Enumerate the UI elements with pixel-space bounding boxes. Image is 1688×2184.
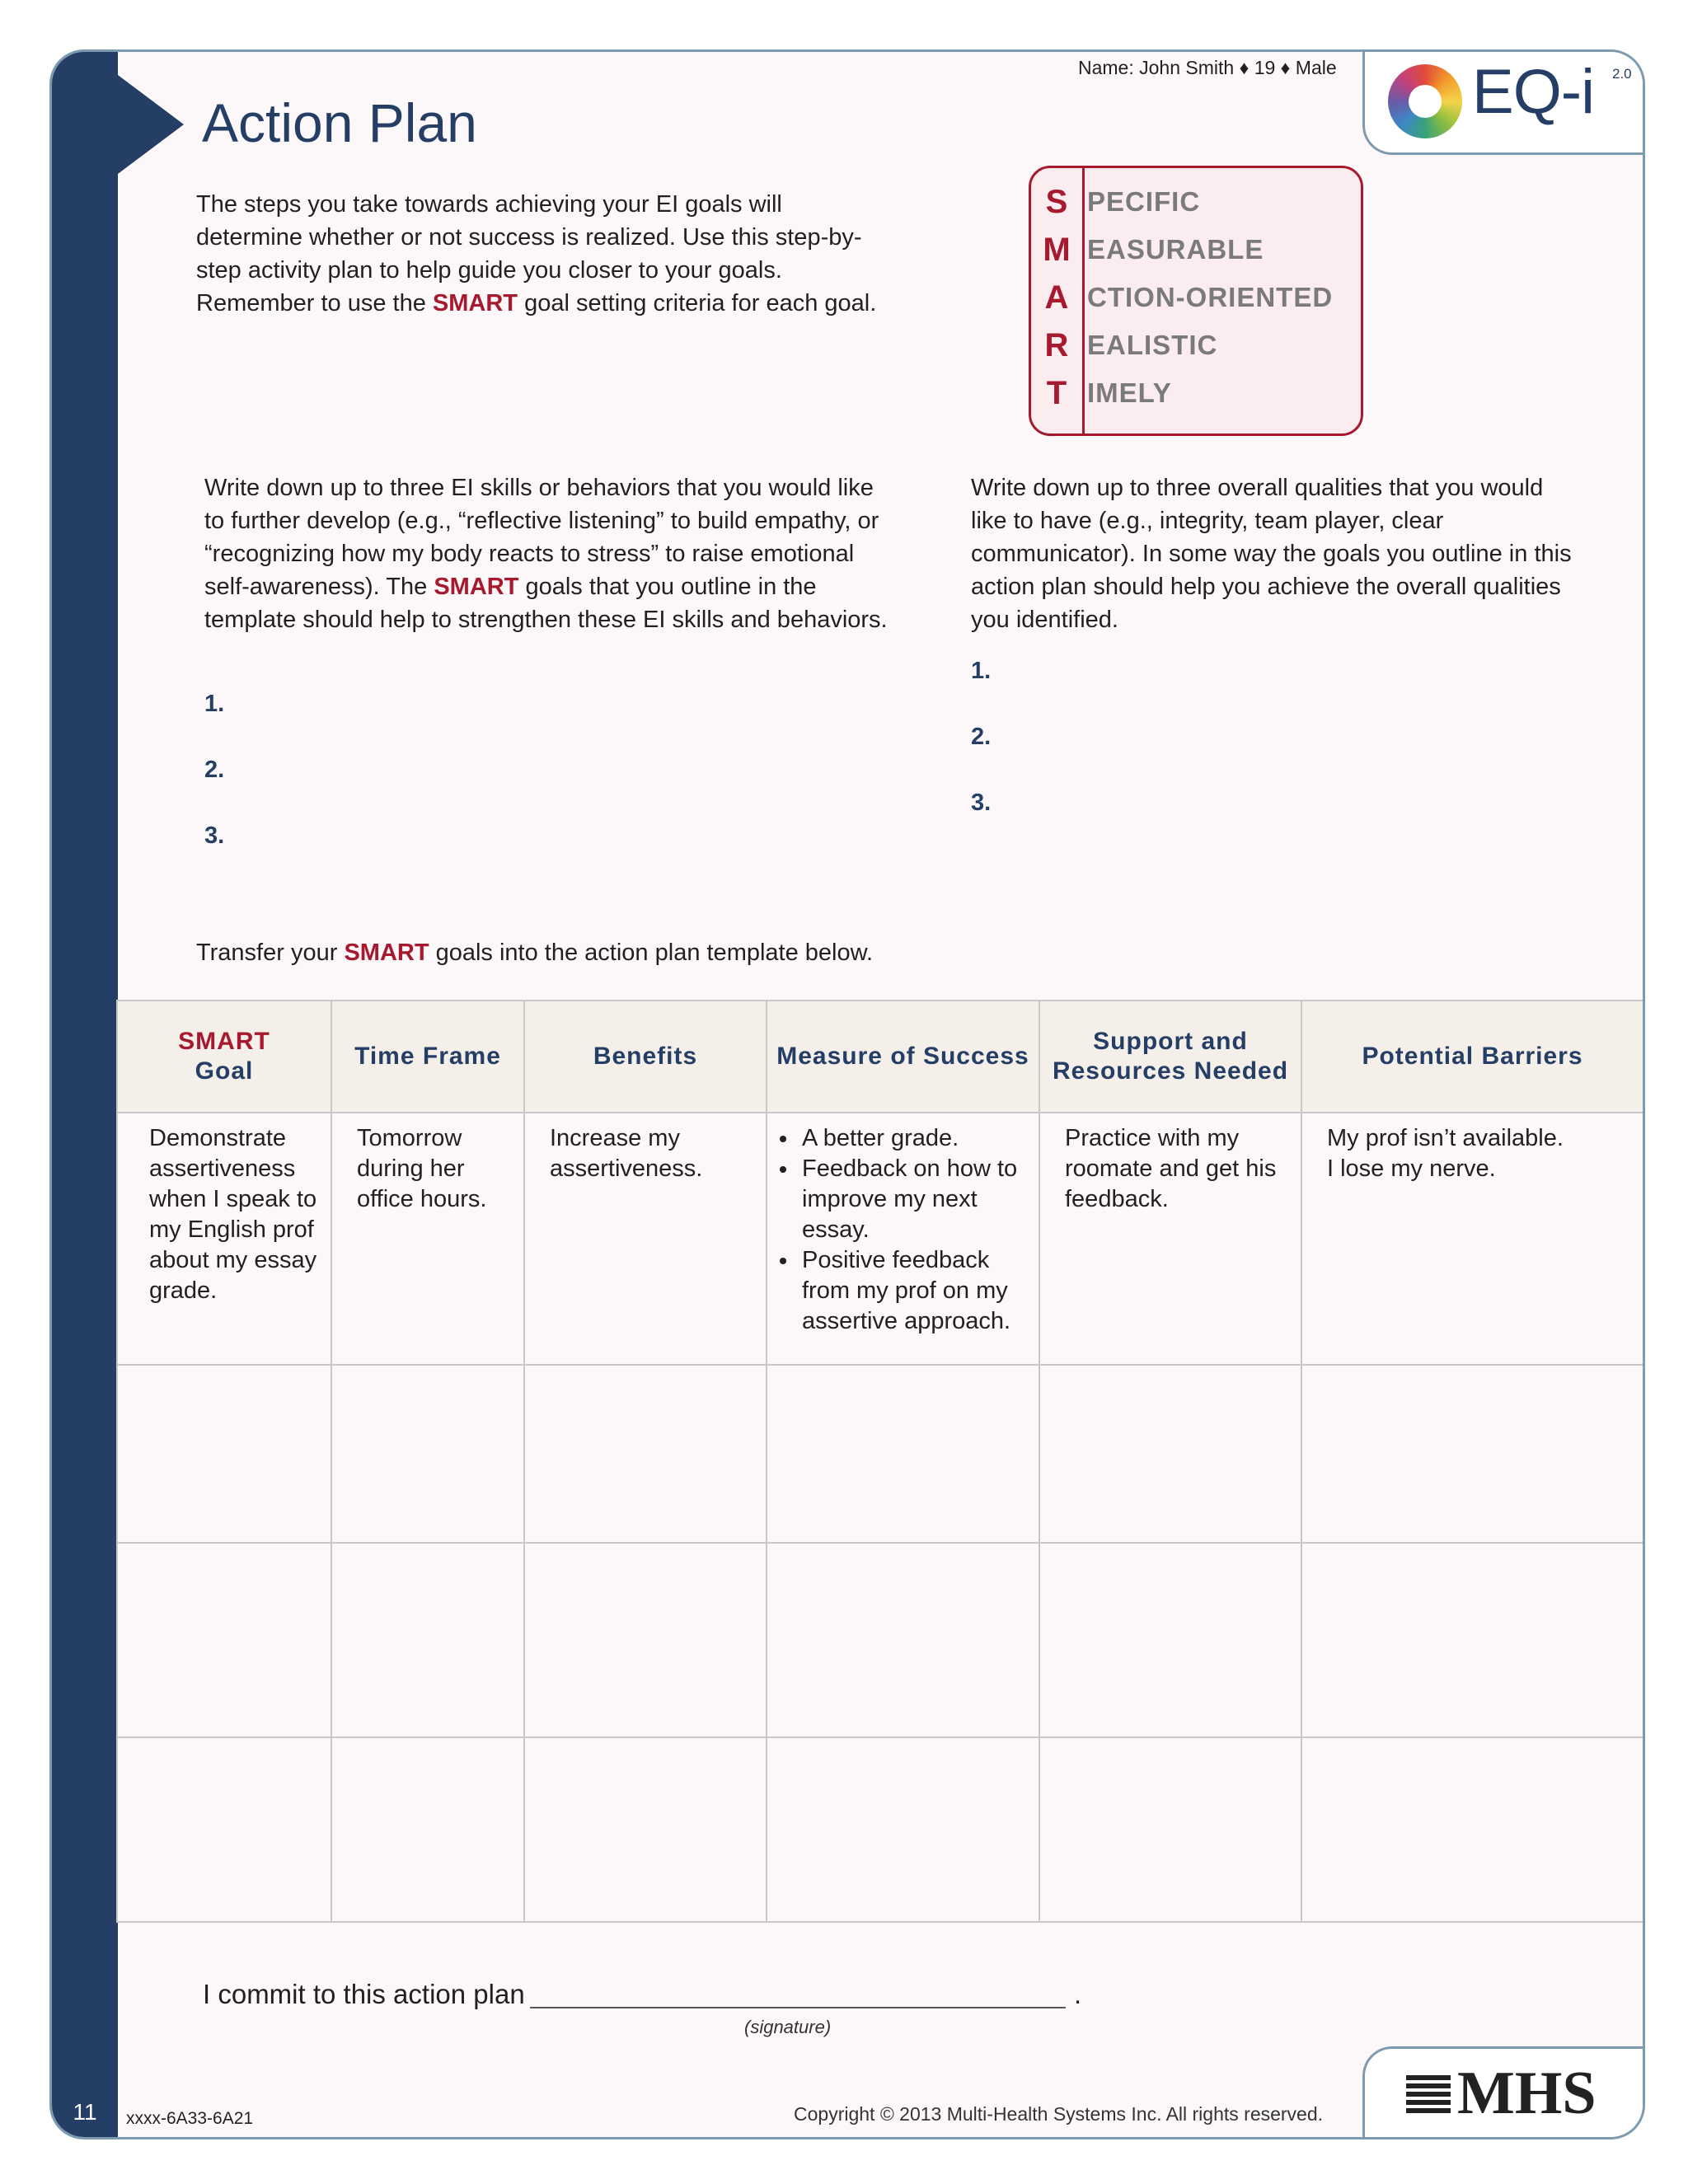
table-row-empty: [117, 1365, 1643, 1543]
header-measure-of-success: Measure of Success: [767, 1001, 1039, 1113]
action-plan-table: [116, 1000, 1644, 1923]
empty-cell[interactable]: [767, 1365, 1039, 1543]
eqi-wheel-icon: [1388, 64, 1462, 138]
header-time-frame: Time Frame: [331, 1001, 524, 1113]
transfer-instruction: Transfer your SMART goals into the action plan template below.: [196, 940, 874, 966]
empty-cell[interactable]: [331, 1365, 524, 1543]
mhs-mark-icon: [1406, 2072, 1451, 2113]
signature-label: (signature): [744, 2017, 832, 2037]
table-row-empty: [117, 1543, 1643, 1737]
title-arrow-icon: [118, 75, 184, 174]
mhs-logo-text: MHS: [1457, 2060, 1597, 2127]
cell-goal[interactable]: Demonstrate assertiveness when I speak to my English prof about my essay grade.: [117, 1113, 331, 1365]
empty-cell[interactable]: [1301, 1543, 1643, 1737]
empty-cell[interactable]: [524, 1737, 767, 1922]
eqi-logo-text: EQ-i: [1472, 57, 1594, 127]
smart-row-action-oriented: A CTION-ORIENTED: [1044, 279, 1334, 316]
table-row-empty: [117, 1737, 1643, 1922]
ei-skill-number-1: 1.: [204, 691, 225, 717]
smart-highlight: SMART: [432, 290, 518, 316]
quality-number-2: 2.: [971, 724, 992, 750]
quality-number-3: 3.: [971, 790, 992, 816]
empty-cell[interactable]: [1301, 1737, 1643, 1922]
empty-cell[interactable]: [1039, 1543, 1301, 1737]
table-row: [117, 1113, 1643, 1365]
page-title: Action Plan: [202, 92, 477, 153]
measure-item: • A better grade.: [799, 1123, 1030, 1154]
empty-cell[interactable]: [767, 1737, 1039, 1922]
ei-skills-instructions: Write down up to three EI skills or behaviors that you would like to further develop (e.g., “reflective listening” to build empathy, or “recognizing how my body reacts to stress” to raise emotional self-awareness). The SMART goals that you outline in the template should help to strengthen these EI skills and behaviors.: [204, 475, 888, 633]
cell-support[interactable]: Practice with my roomate and get his feedback.: [1039, 1113, 1301, 1365]
empty-cell[interactable]: [1039, 1737, 1301, 1922]
empty-cell[interactable]: [117, 1365, 331, 1543]
empty-cell[interactable]: [1301, 1365, 1643, 1543]
empty-cell[interactable]: [1039, 1365, 1301, 1543]
cell-time-frame[interactable]: Tomorrow during her office hours.: [331, 1113, 524, 1365]
smart-row-realistic: R EALISTIC: [1044, 326, 1218, 363]
table-header-row: [117, 1001, 1643, 1113]
copyright-notice: Copyright © 2013 Multi-Health Systems Inc. All rights reserved.: [794, 2103, 1324, 2125]
signature-line[interactable]: [530, 2007, 1066, 2008]
quality-number-1: 1.: [971, 658, 992, 684]
commitment-period: .: [1074, 1979, 1082, 2009]
empty-cell[interactable]: [117, 1737, 331, 1922]
smart-row-timely: T IMELY: [1046, 374, 1172, 411]
cell-benefits[interactable]: Increase my assertiveness.: [524, 1113, 767, 1365]
eqi-logo: [1362, 49, 1645, 155]
ei-skill-number-3: 3.: [204, 823, 225, 849]
document-code: xxxx-6A33-6A21: [126, 2109, 254, 2128]
page-number: 11: [73, 2099, 97, 2125]
smart-row-measurable: M EASURABLE: [1043, 231, 1264, 268]
empty-cell[interactable]: [331, 1737, 524, 1922]
empty-cell[interactable]: [524, 1365, 767, 1543]
measure-item: • Feedback on how to improve my next essay.: [799, 1154, 1030, 1245]
header-smart-goal: SMART Goal: [117, 1001, 331, 1113]
empty-cell[interactable]: [117, 1543, 331, 1737]
client-name-line: Name: John Smith ♦ 19 ♦ Male: [1078, 57, 1337, 78]
cell-measure-of-success[interactable]: [767, 1113, 1039, 1365]
ei-skill-number-2: 2.: [204, 757, 225, 783]
empty-cell[interactable]: [767, 1543, 1039, 1737]
eqi-version: 2.0: [1612, 66, 1632, 82]
report-page: [49, 49, 1645, 2139]
header-benefits: Benefits: [524, 1001, 767, 1113]
mhs-logo: [1362, 2046, 1645, 2139]
commitment-text: I commit to this action plan: [203, 1979, 525, 2009]
sidebar-band: [52, 52, 118, 2137]
measure-item: • Positive feedback from my prof on my assertive approach.: [799, 1245, 1030, 1337]
empty-cell[interactable]: [524, 1543, 767, 1737]
header-potential-barriers: Potential Barriers: [1301, 1001, 1643, 1113]
smart-row-specific: S PECIFIC: [1045, 183, 1201, 220]
cell-barriers[interactable]: My prof isn’t available. I lose my nerve.: [1301, 1113, 1643, 1365]
empty-cell[interactable]: [331, 1543, 524, 1737]
intro-paragraph: The steps you take towards achieving your EI goals will determine whether or not success is realized. Use this step-by-step activity plan to help guide you closer to your goals. Remember to use the SMART goal setting criteria for each goal.: [196, 191, 877, 316]
smart-acronym-box: [1029, 166, 1363, 436]
header-support-resources: Support and Resources Needed: [1039, 1001, 1301, 1113]
qualities-instructions: Write down up to three overall qualities that you would like to have (e.g., integrity, team player, clear communicator). In some way the goals you outline in this action plan should help you achieve the overall qualities you identified.: [971, 475, 1572, 633]
